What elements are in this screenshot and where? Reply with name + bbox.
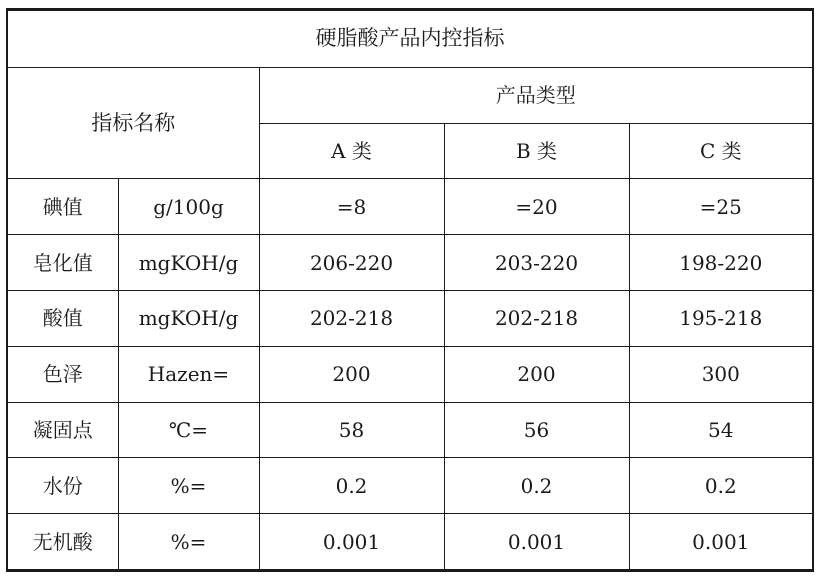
type-c-value: 0.2	[629, 458, 813, 514]
table-row	[7, 235, 813, 291]
indicator-name: 凝固点	[7, 402, 118, 458]
indicator-unit: %=	[118, 458, 259, 514]
type-a-value: 58	[259, 402, 444, 458]
table-title: 硬脂酸产品内控指标	[7, 10, 813, 68]
header-row-1	[7, 67, 813, 123]
type-a-value: 202-218	[259, 290, 444, 346]
indicator-unit: g/100g	[118, 179, 259, 235]
table-row	[7, 514, 813, 571]
table-row	[7, 346, 813, 402]
type-b-value: =20	[444, 179, 629, 235]
type-b-header: B 类	[444, 123, 629, 179]
indicator-unit: %=	[118, 514, 259, 571]
table-row	[7, 290, 813, 346]
type-a-value: 200	[259, 346, 444, 402]
type-b-value: 203-220	[444, 235, 629, 291]
type-a-header: A 类	[259, 123, 444, 179]
type-b-value: 56	[444, 402, 629, 458]
indicator-name: 碘值	[7, 179, 118, 235]
title-row	[7, 10, 813, 68]
indicator-name: 无机酸	[7, 514, 118, 571]
indicator-unit: Hazen=	[118, 346, 259, 402]
type-b-value: 200	[444, 346, 629, 402]
type-b-value: 0.2	[444, 458, 629, 514]
type-c-value: 198-220	[629, 235, 813, 291]
type-c-header: C 类	[629, 123, 813, 179]
type-a-value: =8	[259, 179, 444, 235]
table-row	[7, 458, 813, 514]
indicator-unit: mgKOH/g	[118, 235, 259, 291]
indicator-name: 酸值	[7, 290, 118, 346]
product-type-header: 产品类型	[259, 67, 813, 123]
indicator-name: 色泽	[7, 346, 118, 402]
type-a-value: 0.2	[259, 458, 444, 514]
indicator-name: 水份	[7, 458, 118, 514]
stearic-acid-spec-table	[6, 8, 814, 572]
indicator-unit: ℃=	[118, 402, 259, 458]
type-c-value: 195-218	[629, 290, 813, 346]
indicator-name-header: 指标名称	[7, 67, 259, 179]
indicator-name: 皂化值	[7, 235, 118, 291]
type-a-value: 206-220	[259, 235, 444, 291]
type-b-value: 0.001	[444, 514, 629, 571]
table-row	[7, 179, 813, 235]
type-c-value: 300	[629, 346, 813, 402]
indicator-unit: mgKOH/g	[118, 290, 259, 346]
type-c-value: 0.001	[629, 514, 813, 571]
type-c-value: 54	[629, 402, 813, 458]
table-row	[7, 402, 813, 458]
type-c-value: =25	[629, 179, 813, 235]
type-a-value: 0.001	[259, 514, 444, 571]
type-b-value: 202-218	[444, 290, 629, 346]
